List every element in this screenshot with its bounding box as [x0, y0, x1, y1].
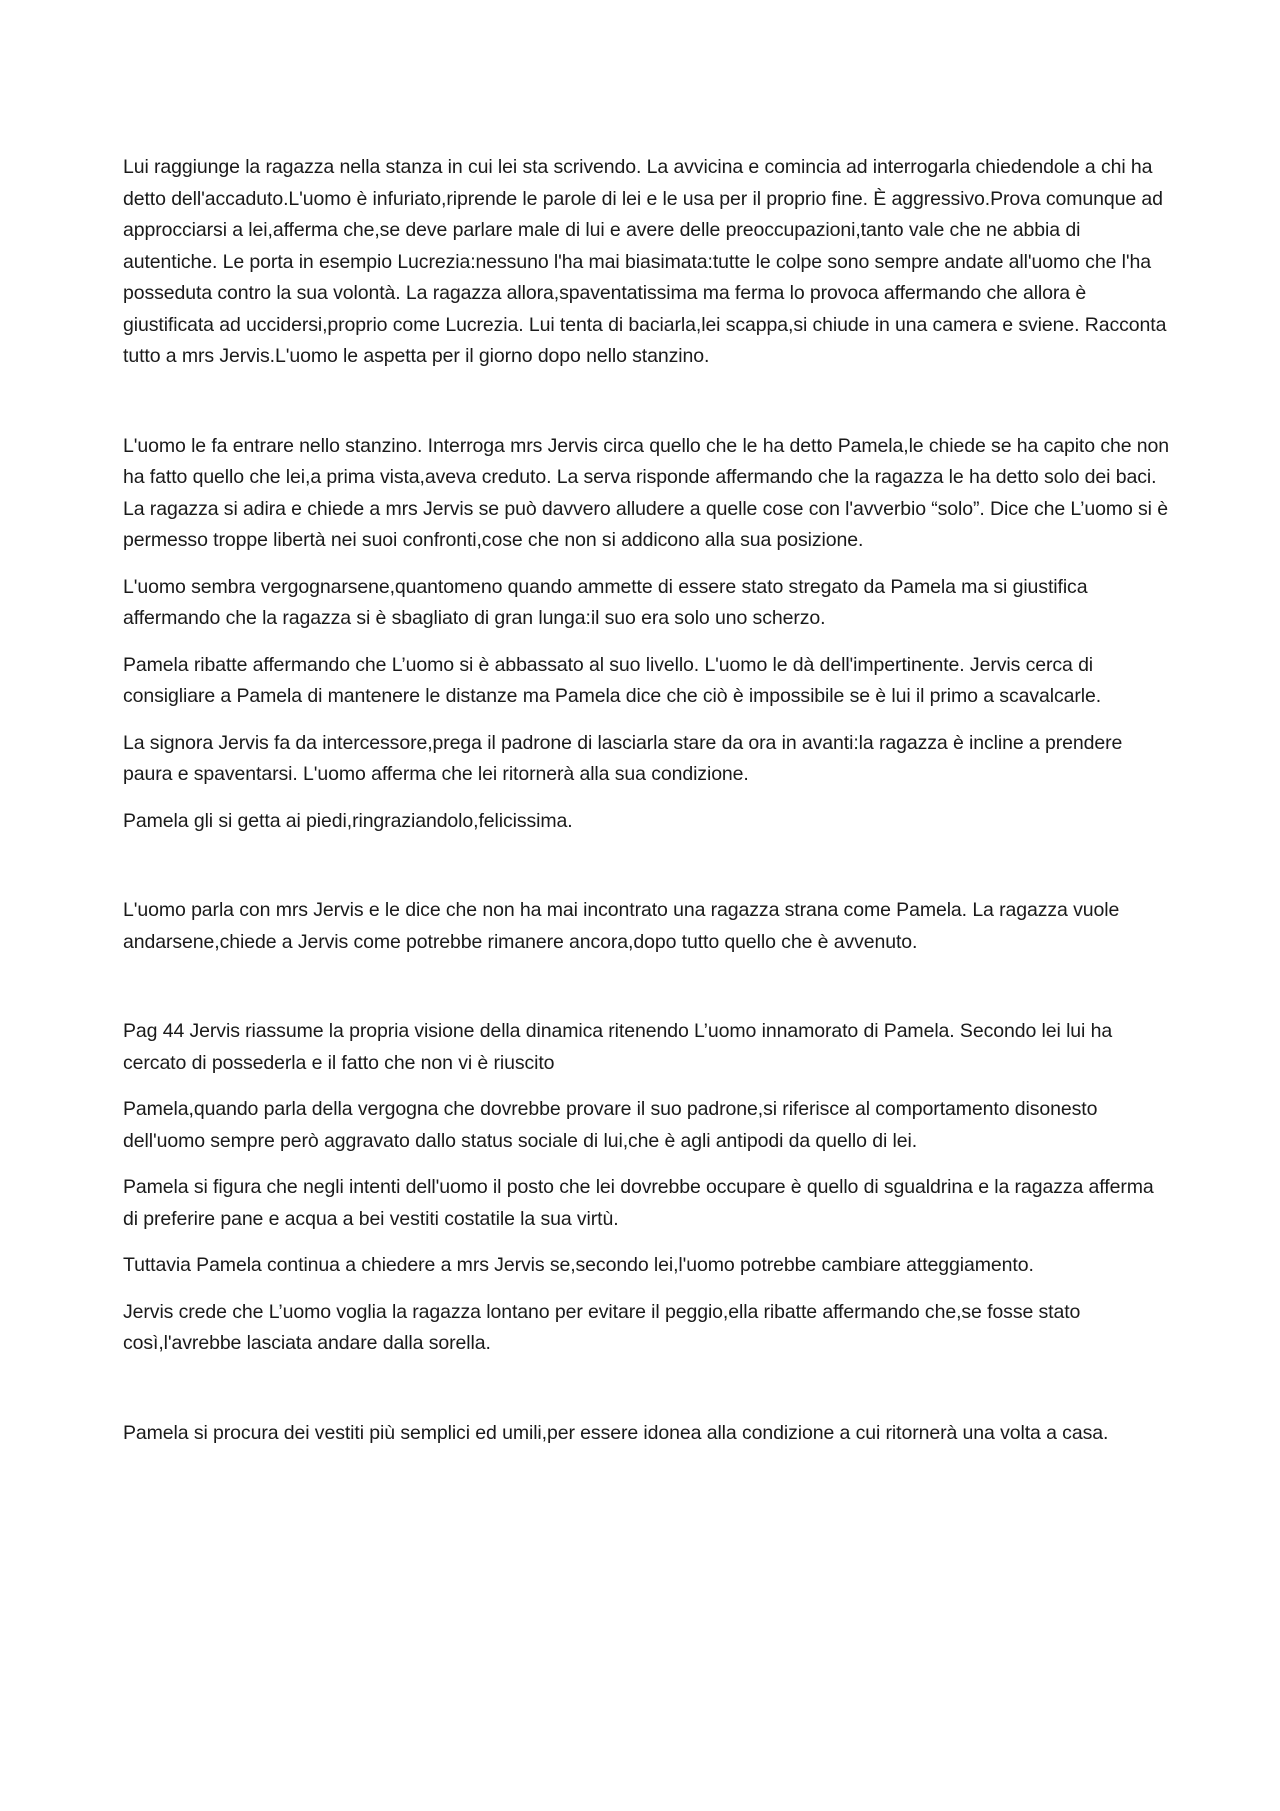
paragraph-4: Pamela ribatte affermando che L’uomo si è abbassato al suo livello. L'uomo le dà dell'impertinente. Jervis cerca di consigliare a Pamela di mantenere le distanze ma Pamela dice che ciò è impossibile se è lui il primo a scavalcarle. — [123, 653, 1102, 707]
paragraph-9: Pamela,quando parla della vergogna che dovrebbe provare il suo padrone,si riferisce al comportamento disonesto dell'uomo sempre però aggravato dallo status sociale di lui,che è agli antipodi da quello di lei. — [123, 1098, 1098, 1152]
paragraph-7: L'uomo parla con mrs Jervis e le dice che non ha mai incontrato una ragazza strana come Pamela. La ragazza vuole andarsene,chiede a Jervis come potrebbe rimanere ancora,dopo tutto quello che è avvenuto. — [123, 899, 1120, 953]
paragraph-3: L'uomo sembra vergognarsene,quantomeno quando ammette di essere stato stregato da Pamela ma si giustifica affermando che la ragazza si è sbagliato di gran lunga:il suo era solo uno scherzo. — [123, 575, 1088, 629]
paragraph-2: L'uomo le fa entrare nello stanzino. Interroga mrs Jervis circa quello che le ha detto Pamela,le chiede se ha capito che non ha fatto quello che lei,a prima vista,aveva creduto. La serva risponde affermando che la ragazza le ha detto solo dei baci. La ragazza si adira e chiede a mrs Jervis se può davvero alludere a quelle cose con l'avverbio “solo”. Dice che L’uomo si è permesso troppe libertà nei suoi confronti,cose che non si addicono alla sua posizione. — [123, 434, 1170, 551]
paragraph-12: Jervis crede che L’uomo voglia la ragazza lontano per evitare il peggio,ella ribatte affermando che,se fosse stato così,l'avrebbe lasciata andare dalla sorella. — [123, 1300, 1081, 1354]
paragraph-gap — [123, 388, 1173, 431]
paragraph-13: Pamela si procura dei vestiti più semplici ed umili,per essere idonea alla condizione a cui ritornerà una volta a casa. — [123, 1421, 1109, 1444]
paragraph-8: Pag 44 Jervis riassume la propria visione della dinamica ritenendo L’uomo innamorato di Pamela. Secondo lei lui ha cercato di possederla e il fatto che non vi è riuscito — [123, 1020, 1113, 1074]
paragraph-1: Lui raggiunge la ragazza nella stanza in cui lei sta scrivendo. La avvicina e comincia ad interrogarla chiedendole a chi ha detto dell'accaduto.L'uomo è infuriato,riprende le parole di lei e le usa per il proprio fine. È aggressivo.Prova comunque ad approcciarsi a lei,afferma che,se deve parlare male di lui e avere delle preoccupazioni,tanto vale che ne abbia di autentiche. Le porta in esempio Lucrezia:nessuno l'ha mai biasimata:tutte le colpe sono sempre andate all'uomo che l'ha posseduta contro la sua volontà. La ragazza allora,spaventatissima ma ferma lo provoca affermando che allora è giustificata ad uccidersi,proprio come Lucrezia. Lui tenta di baciarla,lei scappa,si chiude in una camera e sviene. Racconta tutto a mrs Jervis.L'uomo le aspetta per il giorno dopo nello stanzino. — [123, 156, 1167, 367]
paragraph-11: Tuttavia Pamela continua a chiedere a mrs Jervis se,secondo lei,l'uomo potrebbe cambiare atteggiamento. — [123, 1254, 1034, 1276]
paragraph-gap — [123, 973, 1173, 1016]
paragraph-gap — [123, 852, 1173, 895]
paragraph-gap — [123, 1375, 1173, 1418]
paragraph-10: Pamela si figura che negli intenti dell'uomo il posto che lei dovrebbe occupare è quello di sgualdrina e la ragazza afferma di preferire pane e acqua a bei vestiti costatile la sua virtù. — [123, 1176, 1154, 1230]
paragraph-5: La signora Jervis fa da intercessore,prega il padrone di lasciarla stare da ora in avanti:la ragazza è incline a prendere paura e spaventarsi. L'uomo afferma che lei ritornerà alla sua condizione. — [123, 731, 1123, 785]
paragraph-6: Pamela gli si getta ai piedi,ringraziandolo,felicissima. — [123, 809, 573, 832]
document-body — [123, 152, 1173, 1464]
